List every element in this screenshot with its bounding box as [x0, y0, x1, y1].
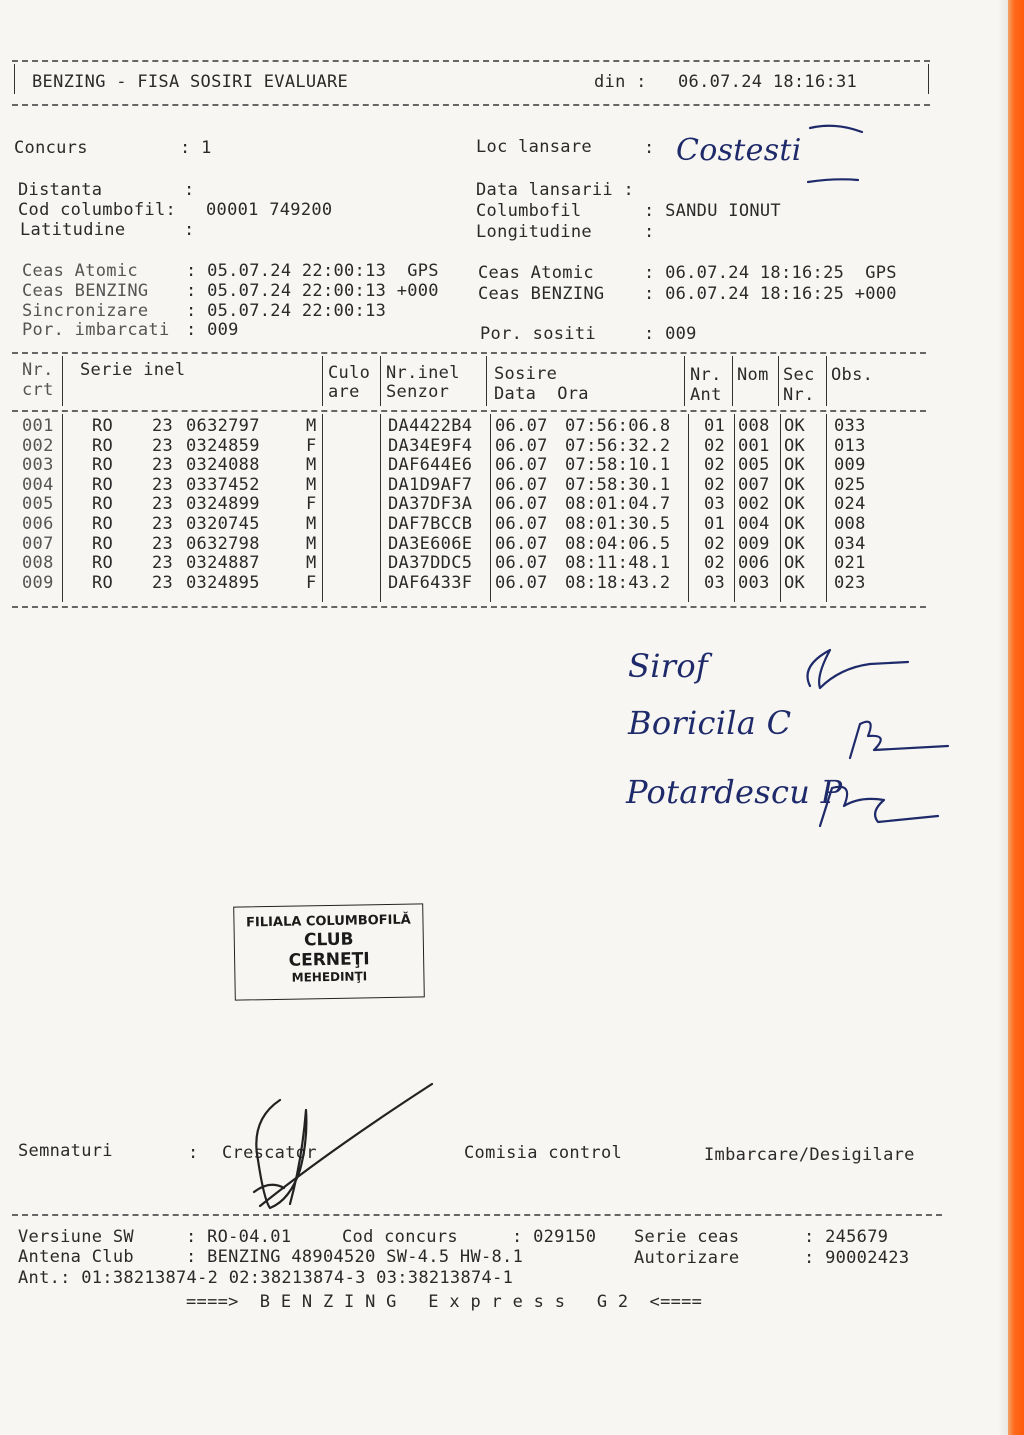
cell-ora: 07:58:30.1: [565, 474, 671, 495]
semnaturi-colon: :: [188, 1143, 199, 1163]
th-sec-nr: Nr.: [783, 385, 815, 405]
cell-senzor: DA4422B4: [388, 416, 473, 436]
cell-nom: 002: [738, 494, 770, 515]
table-row: [0, 455, 940, 475]
cell-obs: 021: [834, 553, 866, 574]
cell-obs: 033: [834, 416, 866, 436]
th-nr: Nr.: [22, 360, 54, 380]
loc-lansare-label: Loc lansare: [476, 137, 592, 157]
cell-nr: 002: [22, 435, 54, 456]
cell-inel: 0632797: [186, 416, 260, 436]
table-bottom-border: [12, 606, 926, 608]
latitudine-value: :: [184, 220, 195, 240]
cell-sec: OK: [784, 494, 806, 515]
col-divider-nr: [62, 356, 63, 406]
footer-top-border: [12, 1214, 942, 1216]
cell-tara: RO: [92, 572, 114, 593]
autorizare-value: : 90002423: [804, 1248, 910, 1268]
table-row: [0, 573, 940, 593]
porumbei-imbarcati-value: : 009: [186, 320, 239, 340]
cell-ant: 02: [704, 474, 726, 495]
distanta-label: Distanta: [18, 180, 103, 200]
cell-ora: 08:04:06.5: [565, 533, 671, 554]
cell-sex: F: [306, 494, 317, 515]
cell-nom: 001: [738, 435, 770, 456]
th-nom: Nom: [737, 365, 769, 385]
cell-inel: 0320745: [186, 514, 260, 534]
ceas-atomic-start-value: : 05.07.24 22:00:13 GPS: [186, 261, 439, 281]
cell-ora: 08:01:04.7: [565, 494, 671, 515]
ceas-atomic-start-label: Ceas Atomic: [22, 261, 138, 281]
cell-inel: 0337452: [186, 474, 260, 495]
col-divider-ant: [732, 356, 733, 406]
data-lansarii-label: Data lansarii :: [476, 180, 635, 200]
sincronizare-label: Sincronizare: [22, 301, 149, 321]
handwritten-name-2: Boricila C: [628, 704, 792, 742]
cell-data: 06.07: [495, 416, 548, 436]
cell-nr: 001: [22, 416, 54, 436]
cell-ora: 08:18:43.2: [565, 572, 671, 593]
latitudine-label: Latitudine: [20, 220, 126, 240]
cell-tara: RO: [92, 553, 114, 574]
cell-an: 23: [152, 455, 174, 476]
th-nr-ant: Nr.: [690, 365, 722, 385]
table-row: [0, 475, 940, 495]
autorizare-label: Autorizare: [634, 1248, 740, 1268]
table-header-border: [12, 410, 926, 412]
th-data-ora: Data Ora: [494, 384, 589, 404]
cell-nom: 009: [738, 533, 770, 554]
cell-data: 06.07: [495, 435, 548, 456]
benzing-express-banner: ====> B E N Z I N G E x p r e s s G 2 <====: [186, 1292, 703, 1312]
cell-senzor: DA3E606E: [388, 533, 473, 554]
cell-obs: 024: [834, 494, 866, 515]
cell-nr: 008: [22, 553, 54, 574]
col-divider-culo: [380, 356, 381, 406]
cell-tara: RO: [92, 474, 114, 495]
cell-sex: M: [306, 533, 317, 554]
cell-sex: F: [306, 572, 317, 593]
serie-ceas-value: : 245679: [804, 1227, 889, 1247]
versiune-sw-value: : RO-04.01: [186, 1227, 292, 1247]
cell-nr: 009: [22, 572, 54, 593]
th-sosire: Sosire: [494, 364, 558, 384]
th-nr-inel: Nr.inel: [386, 363, 460, 383]
th-obs: Obs.: [831, 365, 874, 385]
longitudine-label: Longitudine: [476, 222, 592, 242]
cell-sec: OK: [784, 455, 806, 476]
handwritten-initials: [780, 636, 960, 836]
cell-data: 06.07: [495, 474, 548, 495]
cell-tara: RO: [92, 533, 114, 554]
cell-ant: 03: [704, 494, 726, 515]
comisia-control-label: Comisia control: [464, 1143, 623, 1163]
header-top-border: [12, 60, 930, 62]
columbofil-label: Columbofil: [476, 201, 582, 221]
cell-sec: OK: [784, 435, 806, 456]
cod-concurs-label: Cod concurs: [342, 1227, 458, 1247]
ceas-benzing-end-value: : 06.07.24 18:16:25 +000: [644, 284, 897, 304]
cell-ora: 07:58:10.1: [565, 455, 671, 476]
cell-an: 23: [152, 416, 174, 436]
serie-ceas-label: Serie ceas: [634, 1227, 740, 1247]
cell-tara: RO: [92, 455, 114, 476]
cell-ora: 07:56:06.8: [565, 416, 671, 436]
ceas-benzing-start-value: : 05.07.24 22:00:13 +000: [186, 281, 439, 301]
table-top-border: [12, 352, 926, 354]
club-stamp: [233, 903, 425, 1000]
th-crt: crt: [22, 380, 54, 400]
cell-an: 23: [152, 514, 174, 534]
cell-an: 23: [152, 533, 174, 554]
cell-senzor: DAF6433F: [388, 572, 473, 593]
stamp-line-4: MEHEDINŢI: [291, 969, 368, 985]
th-serie-inel: Serie inel: [80, 360, 186, 380]
sincronizare-value: : 05.07.24 22:00:13: [186, 301, 387, 321]
ceas-atomic-end-value: : 06.07.24 18:16:25 GPS: [644, 263, 897, 283]
crescator-signature: [240, 1080, 440, 1220]
ceas-atomic-end-label: Ceas Atomic: [478, 263, 594, 283]
cell-sex: M: [306, 553, 317, 574]
ceas-benzing-end-label: Ceas BENZING: [478, 284, 605, 304]
loc-lansare-underline: [800, 118, 870, 190]
cell-ora: 07:56:32.2: [565, 435, 671, 456]
cell-ant: 02: [704, 455, 726, 476]
report-datetime: 06.07.24 18:16:31: [678, 72, 858, 92]
orange-paper-edge: [1008, 0, 1024, 1435]
cell-obs: 025: [834, 474, 866, 495]
cell-an: 23: [152, 494, 174, 515]
cell-nom: 007: [738, 474, 770, 495]
distanta-value: :: [184, 180, 195, 200]
cell-nom: 005: [738, 455, 770, 476]
antena-club-value: : BENZING 48904520 SW-4.5 HW-8.1: [186, 1247, 524, 1267]
cell-an: 23: [152, 474, 174, 495]
table-row: [0, 416, 940, 436]
cell-ora: 08:11:48.1: [565, 553, 671, 574]
stamp-line-2: CLUB: [303, 929, 354, 951]
loc-lansare-colon: :: [644, 138, 655, 158]
cell-inel: 0324088: [186, 455, 260, 476]
table-row: [0, 514, 940, 534]
cell-data: 06.07: [495, 553, 548, 574]
cell-nom: 004: [738, 514, 770, 534]
cell-inel: 0324899: [186, 494, 260, 515]
cell-obs: 013: [834, 435, 866, 456]
cell-senzor: DA37DDC5: [388, 553, 473, 574]
cell-tara: RO: [92, 514, 114, 534]
cell-data: 06.07: [495, 455, 548, 476]
ceas-benzing-start-label: Ceas BENZING: [22, 281, 149, 301]
longitudine-value: :: [644, 222, 655, 242]
din-label: din :: [594, 72, 647, 92]
header-left-border: [14, 64, 15, 94]
table-row: [0, 534, 940, 554]
cell-data: 06.07: [495, 494, 548, 515]
cell-ant: 01: [704, 514, 726, 534]
cod-columbofil-value: 00001 749200: [206, 200, 333, 220]
cell-obs: 034: [834, 533, 866, 554]
th-ant: Ant: [690, 385, 722, 405]
col-divider-sec: [826, 356, 827, 406]
cell-ant: 02: [704, 533, 726, 554]
imbarcare-desigilare-label: Imbarcare/Desigilare: [704, 1145, 915, 1165]
cell-ant: 03: [704, 572, 726, 593]
cell-inel: 0632798: [186, 533, 260, 554]
cell-sex: M: [306, 474, 317, 495]
cell-inel: 0324895: [186, 572, 260, 593]
cell-an: 23: [152, 553, 174, 574]
th-senzor: Senzor: [386, 382, 450, 402]
cell-ant: 02: [704, 553, 726, 574]
cell-ora: 08:01:30.5: [565, 514, 671, 534]
cell-nr: 005: [22, 494, 54, 515]
concurs-value: : 1: [180, 138, 212, 158]
cell-nr: 003: [22, 455, 54, 476]
handwritten-name-3: Potardescu P: [626, 773, 843, 811]
loc-lansare-handwritten: Costesti: [676, 133, 802, 168]
paper-shadow: [998, 0, 1008, 1435]
col-divider-nom: [778, 356, 779, 406]
cell-tara: RO: [92, 435, 114, 456]
cell-sec: OK: [784, 553, 806, 574]
cell-data: 06.07: [495, 533, 548, 554]
table-row: [0, 553, 940, 573]
cod-concurs-value: : 029150: [512, 1227, 597, 1247]
antena-club-label: Antena Club: [18, 1247, 134, 1267]
cell-obs: 008: [834, 514, 866, 534]
cell-data: 06.07: [495, 572, 548, 593]
concurs-label: Concurs: [14, 138, 88, 158]
antennas-line: Ant.: 01:38213874-2 02:38213874-3 03:38213874-1: [18, 1268, 514, 1288]
cell-senzor: DA34E9F4: [388, 435, 473, 456]
th-are: are: [328, 382, 360, 402]
col-divider-sosire: [684, 356, 685, 406]
cell-nr: 007: [22, 533, 54, 554]
cell-sec: OK: [784, 416, 806, 436]
versiune-sw-label: Versiune SW: [18, 1227, 134, 1247]
cell-obs: 009: [834, 455, 866, 476]
header-right-border: [928, 64, 929, 94]
stamp-line-1: FILIALA COLUMBOFILĂ: [245, 912, 411, 931]
cell-senzor: DA1D9AF7: [388, 474, 473, 495]
porumbei-sositi-value: : 009: [644, 324, 697, 344]
cell-inel: 0324859: [186, 435, 260, 456]
cell-inel: 0324887: [186, 553, 260, 574]
semnaturi-label: Semnaturi: [18, 1141, 113, 1161]
cell-tara: RO: [92, 416, 114, 436]
cell-ant: 01: [704, 416, 726, 436]
col-divider-serie: [322, 356, 323, 406]
porumbei-imbarcati-label: Por. imbarcati: [22, 320, 170, 340]
cell-ant: 02: [704, 435, 726, 456]
cell-an: 23: [152, 435, 174, 456]
cell-sec: OK: [784, 514, 806, 534]
header-bottom-border: [12, 104, 930, 106]
sheet-title: BENZING - FISA SOSIRI EVALUARE: [32, 72, 349, 92]
cell-tara: RO: [92, 494, 114, 515]
cell-nom: 003: [738, 572, 770, 593]
cell-nom: 006: [738, 553, 770, 574]
cell-sex: M: [306, 416, 317, 436]
cell-obs: 023: [834, 572, 866, 593]
cell-sec: OK: [784, 474, 806, 495]
cell-sex: F: [306, 435, 317, 456]
cell-senzor: DA37DF3A: [388, 494, 473, 515]
cell-senzor: DAF7BCCB: [388, 514, 473, 534]
table-row: [0, 494, 940, 514]
columbofil-value: : SANDU IONUT: [644, 201, 781, 221]
porumbei-sositi-label: Por. sositi: [480, 324, 596, 344]
crescator-label: Crescator: [222, 1143, 317, 1163]
cell-nr: 004: [22, 474, 54, 495]
cell-sec: OK: [784, 572, 806, 593]
cell-nr: 006: [22, 514, 54, 534]
cell-senzor: DAF644E6: [388, 455, 473, 476]
th-sec: Sec: [783, 365, 815, 385]
cell-nom: 008: [738, 416, 770, 436]
col-divider-inel: [486, 356, 487, 406]
cod-columbofil-label: Cod columbofil:: [18, 200, 177, 220]
cell-sex: M: [306, 455, 317, 476]
cell-sex: M: [306, 514, 317, 534]
handwritten-name-1: Sirof: [628, 647, 709, 685]
stamp-line-3: CERNEŢI: [288, 949, 370, 971]
table-row: [0, 436, 940, 456]
cell-sec: OK: [784, 533, 806, 554]
cell-data: 06.07: [495, 514, 548, 534]
th-culo: Culo: [328, 363, 371, 383]
cell-an: 23: [152, 572, 174, 593]
